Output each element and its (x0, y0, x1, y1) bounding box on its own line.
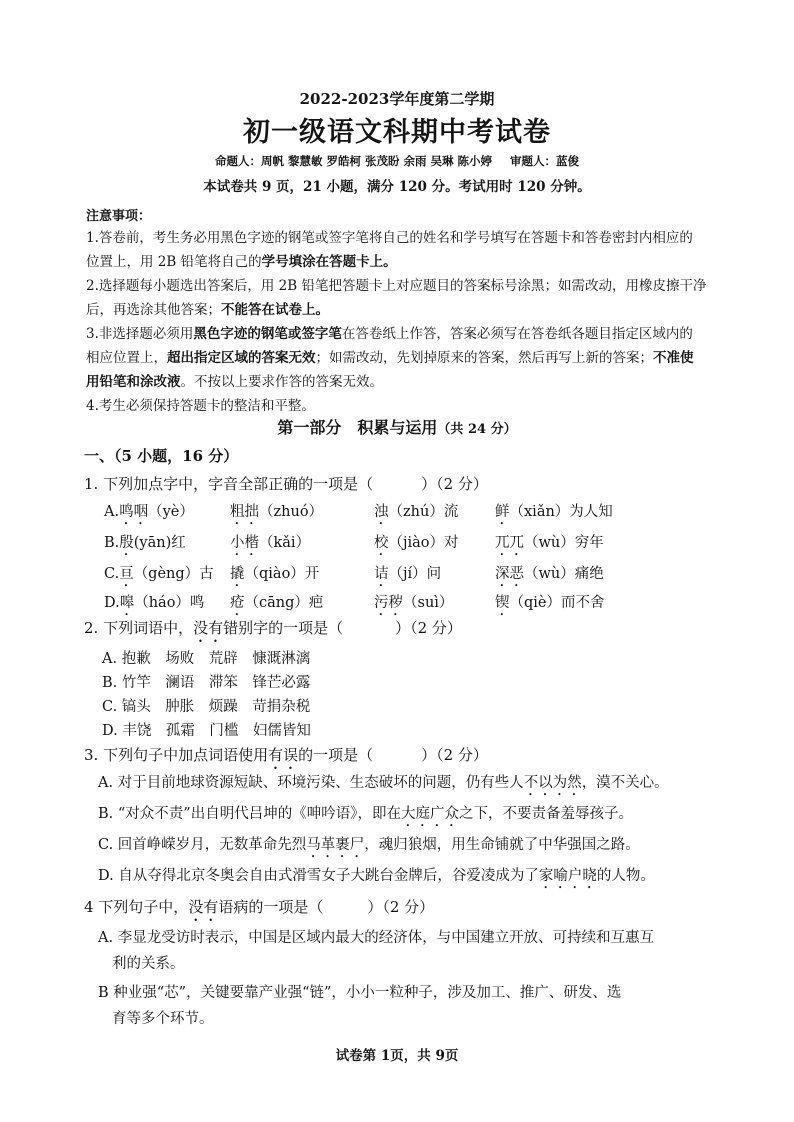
option-text: C. (104, 566, 120, 582)
option-dotted-word: 家喻户晓 (538, 868, 597, 884)
option-dotted-word: 不以为然 (523, 775, 582, 791)
option-text: ，漠不关心。 (581, 775, 669, 791)
option-text: ，魂归狼烟，用生命铺就了中华强国之路。 (364, 837, 640, 853)
option-text: A. 对于目前地球资源短缺、环境污染、生态破坏的问题，仍有些人 (98, 775, 524, 791)
q1-option-cell (374, 591, 453, 619)
q1-option-cell (230, 591, 323, 619)
note-bold: 超出指定区域的答案无效 (167, 350, 316, 366)
q4-option-b-line-1: B 种业强“芯”，关键要靠产业强“链”，小小一粒种子，涉及加工、推广、研发、选 (98, 985, 622, 1001)
q1-option-cell (495, 562, 604, 590)
option-text: 的人物。 (596, 868, 655, 884)
note-bold: 学号填涂在答题卡上。 (261, 254, 397, 270)
stem-text: 2. 下列词语中， (84, 619, 194, 637)
q2-option-b: B. 竹竿 澜语 滞笨 锋芒必露 (102, 675, 311, 691)
dotted-char: 小 (230, 535, 245, 551)
note-bold: 不准使 (653, 350, 694, 366)
stem-emphasis: 没有 (188, 898, 219, 916)
q1-option-cell (230, 562, 319, 590)
q1-option-cell (104, 591, 204, 619)
note-bold: 黑色字迹的钢笔或签字笔 (193, 326, 342, 342)
q3-option-c (98, 833, 640, 861)
option-text: （qiào）开 (244, 566, 320, 582)
note-text: 后，再选涂其他答案； (86, 302, 221, 318)
q1-option-cell (374, 500, 458, 528)
option-text: D. 自从夺得北京冬奥会自由式滑雪女子大跳台金牌后，谷爱凌成为了 (98, 868, 539, 884)
dotted-char: 嗥 (119, 595, 135, 611)
notes-heading: 注意事项： (86, 209, 152, 224)
note-3-line-2 (86, 346, 694, 366)
reviewer-name: 蓝俊 (556, 154, 580, 168)
q1-option-cell (495, 531, 604, 559)
note-4: 4.考生必须保持答题卡的整洁和平整。 (86, 398, 315, 414)
note-text: ；如需改动，先划掉原来的答案，然后再写上新的答案； (315, 350, 653, 366)
dotted-char: 亘 (119, 566, 134, 582)
note-text: 在答卷纸上作答，答案必须写在答卷纸各题目指定区域内的 (341, 326, 693, 342)
stem-text: 的一项是（ (298, 746, 374, 764)
dotted-char: 殷 (119, 535, 134, 551)
dotted-char: 诘 (374, 566, 389, 582)
q1-option-cell (495, 591, 605, 619)
dotted-char: 浊 (374, 504, 389, 520)
note-3-line-3 (86, 370, 383, 390)
option-text: （cāng）疤 (244, 595, 324, 611)
q3-option-d (98, 864, 655, 892)
q4-option-a-line-1: A. 李显龙受访时表示，中国是区域内最大的经济体，与中国建立开放、可持续和互惠互 (98, 930, 655, 946)
option-text: B. (104, 535, 120, 551)
dotted-char: 疮 (230, 595, 245, 611)
stem-text: 错别字的一项是（ (223, 619, 344, 637)
stem-text: 3. 下列句子中加点词语使用 (84, 746, 269, 764)
q3-option-b (98, 802, 633, 830)
stem-emphasis: 有误 (268, 746, 299, 764)
note-1-line-2 (86, 250, 397, 270)
dotted-char: 兀兀 (495, 535, 524, 551)
note-text: 位置上，用 2B 铅笔将自己的 (86, 254, 262, 270)
part-points: （共 24 分） (437, 422, 517, 437)
dotted-char: 粗 (230, 504, 245, 520)
option-text: （wù）穷年 (524, 535, 604, 551)
q1-option-cell (374, 531, 459, 559)
option-text: （jiào）对 (388, 535, 459, 551)
note-text: 3.非选择题必须用 (86, 326, 194, 342)
q2-option-d: D. 丰饶 孤霜 门槛 妇儒皆知 (102, 723, 311, 739)
option-text: （wù）痛绝 (524, 566, 604, 582)
dotted-char: 校 (374, 535, 389, 551)
q2-option-a: A. 抱歉 场败 荒辟 慷溉淋漓 (102, 651, 311, 667)
q3-option-a (98, 771, 669, 799)
question-2-stem (84, 617, 462, 646)
note-text: 。不按以上要求作答的答案无效。 (180, 374, 383, 390)
note-2-line-2 (86, 298, 329, 318)
q4-option-b-line-2: 育等多个环节。 (112, 1011, 214, 1027)
part-title: 第一部分 积累与运用 (277, 418, 438, 437)
question-4-stem (84, 896, 434, 925)
page-footer: 试卷第 1页，共 9页 (335, 1048, 459, 1064)
q1-option-cell (230, 531, 310, 559)
option-text: （jí）问 (388, 566, 442, 582)
stem-emphasis: 没有 (193, 619, 224, 637)
section-heading: 一、（5 小题，16 分） (84, 447, 239, 465)
note-1-line-1: 1.答卷前，考生务必用黑色字迹的钢笔或签字笔将自己的姓名和学号填写在答题卡和答卷密封内相应的 (86, 230, 693, 246)
option-text: （zhuó） (259, 504, 324, 520)
part-heading (0, 415, 794, 438)
option-text: （kǎi） (259, 535, 311, 551)
option-text: 之下，不要责备羞辱孩子。 (458, 806, 633, 822)
dotted-char: 深恶 (495, 566, 524, 582)
q1-option-cell (374, 562, 441, 590)
q4-option-a-line-2: 利的关系。 (112, 956, 185, 972)
question-3-stem (84, 744, 488, 773)
reviewer-label: 审题人： (510, 154, 557, 168)
option-text: （zhú）流 (388, 504, 459, 520)
note-bold: 不能答在试卷上。 (221, 302, 329, 318)
option-text: B. “对众不责”出自明代吕坤的《呻吟语》，即在 (98, 806, 401, 822)
note-2-line-1: 2.选择题每小题选出答案后，用 2B 铅笔把答题卡上对应题目的答案标号涂黑；如需改动，用橡皮擦干净 (86, 278, 707, 294)
page-title: 初一级语文科期中考试卷 (243, 117, 551, 148)
stem-text: ）（2 分） (367, 898, 435, 916)
option-dotted-word: 大庭广众 (400, 806, 459, 822)
stem-text: ）（2 分） (395, 619, 462, 637)
q1-option-cell (104, 500, 194, 528)
authors-label: 命题人： (214, 154, 261, 168)
stem-text: 语病的一项是（ (218, 898, 324, 916)
q1-option-cell (104, 531, 186, 559)
dotted-char: 鲜 (495, 504, 510, 520)
option-text: D. (104, 595, 120, 611)
option-text: （suì） (403, 595, 454, 611)
dotted-char: 撬 (230, 566, 245, 582)
stem-text: ）（2 分） (421, 475, 488, 493)
question-1-stem (84, 473, 488, 494)
option-text: （háo）鸣 (134, 595, 205, 611)
note-3-line-1 (86, 322, 693, 342)
option-text: A. (104, 504, 120, 520)
option-text: （xiǎn）为人知 (509, 504, 613, 520)
option-text: (yān)红 (133, 535, 186, 551)
q2-option-c: C. 镐头 肿胀 烦躁 苛捐杂税 (102, 699, 311, 715)
stem-text: 4 下列句子中， (84, 898, 189, 916)
dotted-char: 拙 (244, 504, 259, 520)
option-text: （qiè）而不舍 (509, 595, 605, 611)
q1-option-cell (104, 562, 214, 590)
school-year: 2022-2023学年度第二学期 (299, 90, 495, 108)
option-text: （yè） (148, 504, 194, 520)
stem-text: 1. 下列加点字中，字音全部正确的一项是（ (84, 475, 374, 493)
dotted-char: 鸣 (119, 504, 134, 520)
stem-text: ）（2 分） (421, 746, 488, 764)
dotted-char: 锲 (495, 595, 510, 611)
option-text: C. 回首峥嵘岁月，无数革命先烈 (98, 837, 307, 853)
option-text: （gèng）古 (133, 566, 214, 582)
note-bold: 用铅笔和涂改液 (86, 374, 181, 390)
dotted-char: 楷 (244, 535, 259, 551)
q1-option-cell (230, 500, 323, 528)
note-text: 相应位置上， (86, 350, 167, 366)
authors-names: 周帆 黎慧敏 罗皓柯 张茂盼 余雨 吴琳 陈小婷 (260, 154, 493, 168)
q1-option-cell (495, 500, 613, 528)
dotted-char: 污秽 (374, 595, 403, 611)
dotted-char: 咽 (133, 504, 149, 520)
option-dotted-word: 马革裹尸 (306, 837, 365, 853)
authors-line (0, 153, 794, 169)
exam-info: 本试卷共 9 页，21 小题，满分 120 分。考试用时 120 分钟。 (203, 179, 591, 195)
